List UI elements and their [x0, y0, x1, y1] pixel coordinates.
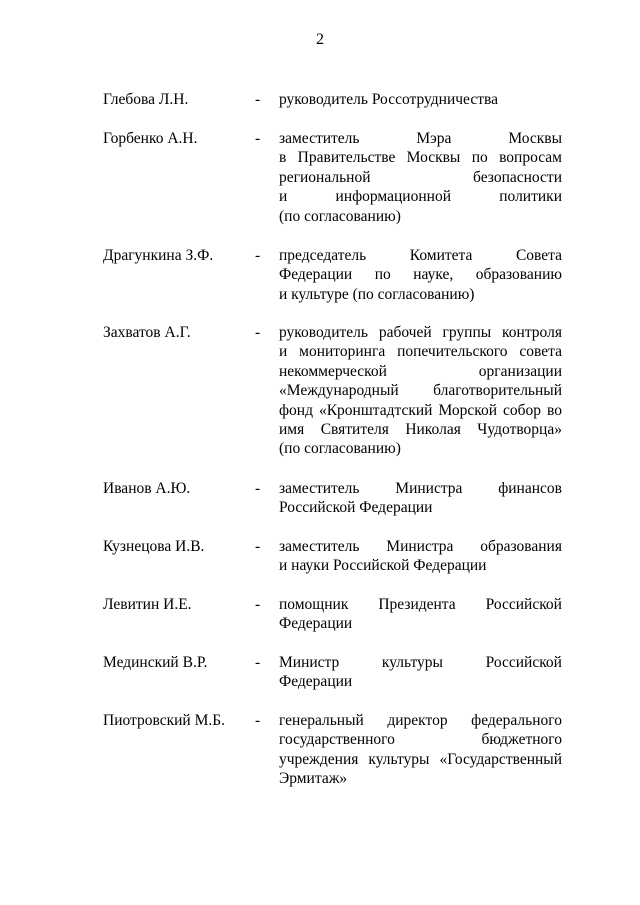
position-line: [279, 381, 562, 400]
position-word: финансов: [498, 480, 562, 497]
position-word: «Кронштадтский: [318, 401, 433, 419]
position-word: Министра: [395, 480, 463, 497]
position-word: директор: [387, 712, 448, 729]
position-line: [279, 769, 562, 788]
member-position: [279, 537, 562, 576]
separator-dash: -: [255, 712, 261, 729]
position-word: контроля: [502, 324, 562, 341]
position-word: образованию: [475, 266, 562, 284]
separator-dash: -: [255, 654, 261, 671]
position-word: культуры: [381, 654, 443, 671]
member-name: Горбенко А.Н.: [103, 130, 198, 147]
position-word: «Государственный: [439, 750, 562, 768]
separator-dash: -: [255, 538, 261, 555]
member-name: Левитин И.Е.: [103, 596, 192, 613]
position-line: [279, 730, 562, 749]
separator-dash: -: [255, 480, 261, 497]
position-word: по: [471, 149, 488, 167]
position-word: генеральный: [279, 712, 364, 729]
position-word: Российской Федерации: [279, 499, 433, 517]
separator-dash: -: [255, 324, 261, 341]
member-name: Глебова Л.Н.: [103, 91, 189, 108]
position-word: и: [279, 343, 288, 361]
member-name: Иванов А.Ю.: [103, 480, 191, 497]
position-line: [279, 537, 562, 556]
member-position: [279, 129, 562, 226]
position-word: Правительстве: [297, 149, 396, 167]
position-word: группы: [442, 324, 492, 341]
position-word: помощник: [279, 596, 349, 613]
position-word: и науки Российской Федерации: [279, 557, 487, 575]
position-line: [279, 285, 562, 304]
member-position: [279, 90, 562, 109]
position-word: безопасности: [473, 168, 562, 186]
position-word: Российской: [485, 654, 562, 671]
position-word: вопросам: [499, 149, 562, 167]
position-line: [279, 187, 562, 206]
position-word: Морской: [438, 401, 498, 419]
position-word: культуры: [368, 750, 430, 768]
position-word: Москвы: [406, 149, 461, 167]
position-word: заместитель: [279, 480, 360, 497]
position-word: Чудотворца»: [477, 420, 562, 438]
member-position: [279, 595, 562, 634]
position-word: некоммерческой: [279, 362, 387, 380]
position-word: руководитель Россотрудничества: [279, 91, 498, 108]
position-line: [279, 168, 562, 187]
position-word: и культуре (по согласованию): [279, 285, 475, 303]
position-word: информационной: [335, 188, 451, 206]
position-word: Святителя: [320, 420, 389, 438]
position-line: [279, 595, 562, 614]
position-word: региональной: [279, 168, 371, 186]
position-word: (по согласованию): [279, 440, 401, 458]
member-name: Захватов А.Г.: [103, 324, 191, 341]
position-word: «Международный: [279, 382, 399, 400]
member-position: [279, 653, 562, 692]
position-word: Николая: [405, 420, 461, 438]
position-word: заместитель: [279, 538, 360, 555]
position-word: рабочей: [378, 324, 432, 341]
position-line: [279, 420, 562, 439]
position-line: [279, 342, 562, 361]
separator-dash: -: [255, 596, 261, 613]
position-word: заместитель: [279, 130, 360, 147]
position-word: совета: [519, 343, 562, 361]
position-word: Федерации: [279, 266, 353, 284]
position-word: попечительского: [397, 343, 508, 361]
position-word: в: [279, 149, 287, 167]
position-line: [279, 90, 562, 109]
position-word: бюджетного: [481, 731, 562, 749]
position-word: Эрмитаж»: [279, 770, 348, 788]
member-name: Кузнецова И.В.: [103, 538, 205, 555]
position-word: науке,: [413, 266, 454, 284]
position-word: собор: [502, 401, 542, 419]
position-word: Москвы: [508, 130, 562, 147]
position-word: учреждения: [279, 750, 359, 768]
position-line: [279, 750, 562, 769]
position-word: Министра: [386, 538, 454, 555]
position-line: [279, 129, 562, 148]
position-word: организации: [478, 362, 562, 380]
position-word: фонд: [279, 401, 313, 419]
position-line: [279, 246, 562, 265]
page-number: 2: [316, 31, 324, 48]
member-name: Пиотровский М.Б.: [103, 712, 226, 729]
position-word: Мэра: [416, 130, 452, 147]
separator-dash: -: [255, 247, 261, 264]
position-word: и: [279, 188, 288, 206]
position-word: по: [374, 266, 391, 284]
position-line: [279, 362, 562, 381]
member-position: [279, 323, 562, 459]
member-name: Мединский В.Р.: [103, 654, 208, 671]
position-word: Министр: [279, 654, 340, 671]
member-position: [279, 246, 562, 304]
position-line: [279, 148, 562, 167]
position-line: [279, 498, 562, 517]
position-word: федерального: [471, 712, 562, 729]
position-word: Комитета: [409, 247, 473, 264]
member-position: [279, 711, 562, 789]
position-word: мониторинга: [299, 343, 386, 361]
position-line: [279, 265, 562, 284]
position-word: (по согласованию): [279, 207, 401, 225]
position-line: [279, 614, 562, 633]
member-name: Драгункина З.Ф.: [103, 247, 214, 264]
position-word: председатель: [279, 247, 367, 264]
position-line: [279, 323, 562, 342]
position-line: [279, 711, 562, 730]
position-word: Президента: [378, 596, 456, 613]
position-line: [279, 401, 562, 420]
position-line: [279, 672, 562, 691]
separator-dash: -: [255, 130, 261, 147]
position-line: [279, 653, 562, 672]
separator-dash: -: [255, 91, 261, 108]
position-word: во: [546, 401, 562, 419]
position-word: политики: [499, 188, 562, 206]
position-word: Федерации: [279, 615, 353, 633]
position-line: [279, 556, 562, 575]
position-word: Федерации: [279, 673, 353, 691]
position-word: Совета: [515, 247, 562, 264]
position-word: благотворительный: [433, 382, 562, 400]
member-position: [279, 479, 562, 518]
position-line: [279, 439, 562, 458]
position-word: имя: [279, 420, 305, 438]
position-word: Российской: [485, 596, 562, 613]
position-word: государственного: [279, 731, 395, 749]
position-line: [279, 479, 562, 498]
position-word: руководитель: [279, 324, 368, 341]
position-word: образования: [480, 538, 562, 555]
position-line: [279, 207, 562, 226]
